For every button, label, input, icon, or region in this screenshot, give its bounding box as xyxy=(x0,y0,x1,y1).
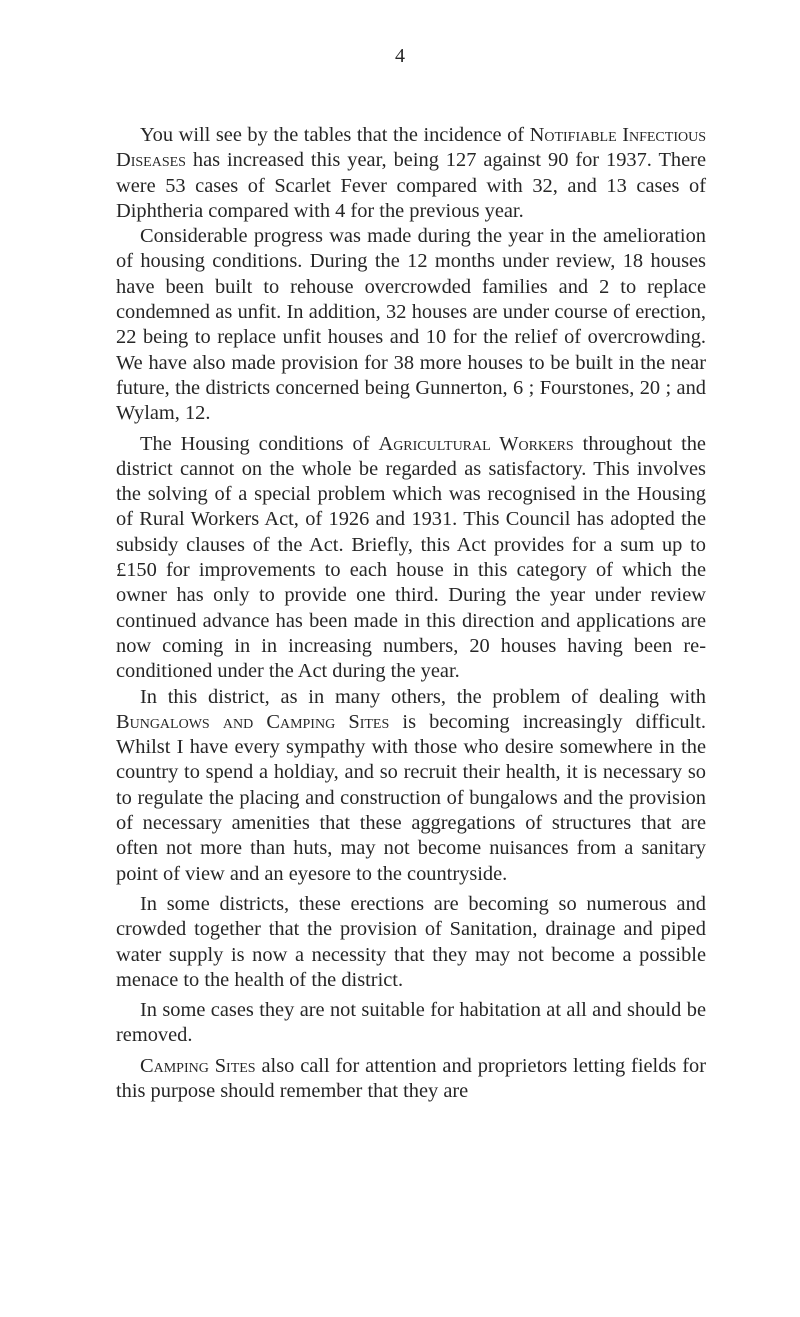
paragraph-sanitation xyxy=(116,892,706,993)
smallcaps-term-agricultural-workers: Agricultural Workers xyxy=(378,432,574,455)
smallcaps-term-camping-sites: Camping Sites xyxy=(140,1054,256,1077)
paragraph-text: also call for attention and proprietors letting fields for this purpose should remember that they are xyxy=(116,1054,706,1102)
paragraph-bungalows xyxy=(116,685,706,887)
smallcaps-term-bungalows-camping: Bungalows and Camping Sites xyxy=(116,710,390,733)
paragraph-text: Considerable progress was made during the year in the amelioration of housing conditions. During the 12 months under review, 18 houses have been built to rehouse overcrowded families and 2 to replace condemned as unfit. In addition, 32 houses are under course of erection, 22 being to replace unfit houses and 10 for the relief of overcrowding. We have also made provision for 38 more houses to be built in the near future, the districts concerned being Gunnerton, 6 ; Fourstones, 20 ; and Wylam, 12. xyxy=(116,225,706,425)
paragraph-text: In some cases they are not suitable for habitation at all and should be removed. xyxy=(116,999,706,1047)
paragraph-housing-progress xyxy=(116,224,706,426)
body-text xyxy=(116,123,706,1104)
paragraph-text: The Housing conditions of xyxy=(140,432,379,455)
paragraph-text: has increased this year, being 127 against 90 for 1937. There were 53 cases of Scarlet Fever compared with 32, and 13 cases of Diphtheria compared with 4 for the previous year. xyxy=(116,149,706,222)
paragraph-text: In some districts, these erections are becoming so numerous and crowded together that the provision of Sanitation, drainage and piped water supply is now a necessity that they may not become a possible menace to the health of the district. xyxy=(116,892,706,991)
paragraph-text: is becoming increasingly difficult. Whilst I have every sympathy with those who desire somewhere in the country to spend a holdiay, and so recruit their health, it is necessary so to regulate the placing and construction of bungalows and the provision of necessary amenities that these aggregations of structures that are often not more than huts, may not become nuisances from a sanitary point of view and an eyesore to the countryside. xyxy=(116,710,706,885)
paragraph-unsuitable xyxy=(116,998,706,1049)
page-number: 4 xyxy=(395,45,405,67)
smallcaps-term-notifiable-diseases: Notifiable Infectious Diseases xyxy=(116,124,706,172)
paragraph-text: In this district, as in many others, the problem of dealing with xyxy=(140,685,706,708)
paragraph-text: throughout the district cannot on the whole be regarded as satisfactory. This involves the solving of a special problem which was recognised in the Housing of Rural Workers Act, of 1926 and 1931. This Council has adopted the subsidy clauses of the Act. Briefly, this Act provides for a sum up to £150 for improvements to each house in this category of which the owner has only to provide one third. During the year under review continued advance has been made in this direction and applications are now coming in in increasing numbers, 20 houses having been re-conditioned under the Act during the year. xyxy=(116,432,706,683)
paragraph-agricultural-workers xyxy=(116,432,706,685)
paragraph-text: You will see by the tables that the incidence of xyxy=(140,124,530,146)
paragraph-camping-sites xyxy=(116,1054,706,1105)
paragraph-infectious-diseases xyxy=(116,123,706,224)
